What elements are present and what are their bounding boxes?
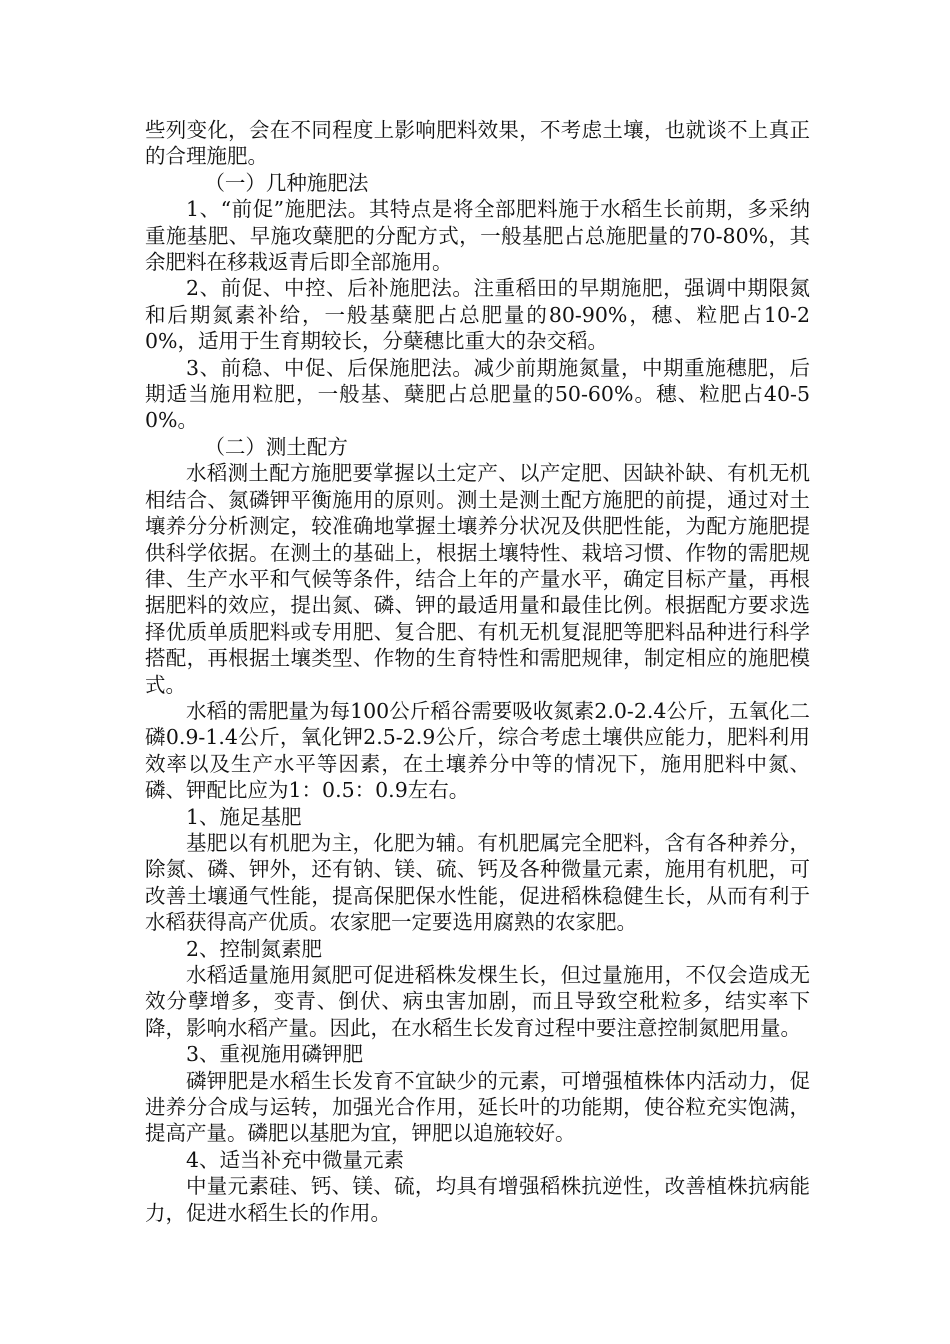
heading-nitrogen-control: 2、控制氮素肥 xyxy=(186,936,323,961)
paragraph-base-fertilizer: 基肥以有机肥为主，化肥为辅。有机肥属完全肥料，含有各种养分，除氮、磷、钾外，还有钠、镁、硫、钙及各种微量元素，施用有机肥，可改善土壤通气性能，提高保肥保水性能，促进稻株稳健生长，从而有利于水稻获得高产优质。农家肥一定要选用腐熟的农家肥。 xyxy=(145,830,810,935)
heading-base-fertilizer: 1、施足基肥 xyxy=(186,804,302,829)
section-heading-soil-testing: （二）测土配方 xyxy=(204,434,348,459)
heading-phosphorus-potassium: 3、重视施用磷钾肥 xyxy=(186,1042,364,1067)
paragraph-micro-elements: 中量元素硅、钙、镁、硫，均具有增强稻株抗逆性，改善植株抗病能力，促进水稻生长的作用。 xyxy=(145,1174,810,1225)
paragraph-fertilizer-requirement: 水稻的需肥量为每100公斤稻谷需要吸收氮素2.0-2.4公斤，五氧化二磷0.9-1.4公斤，氧化钾2.5-2.9公斤，综合考虑土壤供应能力，肥料利用效率以及生产水平等因素，在土壤养分中等的情况下，施用肥料中氮、磷、钾配比应为1：0.5：0.9左右。 xyxy=(145,698,810,803)
paragraph-front-stable: 3、前稳、中促、后保施肥法。减少前期施氮量，中期重施穗肥，后期适当施用粒肥，一般基、蘖肥占总肥量的50-60%。穗、粒肥占40-50%。 xyxy=(145,355,810,433)
paragraph-phosphorus-potassium: 磷钾肥是水稻生长发育不宜缺少的元素，可增强植株体内活动力，促进养分合成与运转，加强光合作用，延长叶的功能期，使谷粒充实饱满，提高产量。磷肥以基肥为宜，钾肥以追施较好。 xyxy=(145,1068,810,1146)
heading-micro-elements: 4、适当补充中微量元素 xyxy=(186,1147,405,1172)
paragraph-front-promote: 1、“前促”施肥法。其特点是将全部肥料施于水稻生长前期，多采纳重施基肥、早施攻蘖肥的分配方式，一般基肥占总施肥量的70-80%，其余肥料在移栽返青后即全部施用。 xyxy=(145,197,810,275)
paragraph-continuation: 些列变化，会在不同程度上影响肥料效果，不考虑土壤，也就谈不上真正的合理施肥。 xyxy=(145,118,810,169)
document-page xyxy=(145,117,810,1226)
paragraph-soil-testing: 水稻测土配方施肥要掌握以土定产、以产定肥、因缺补缺、有机无机相结合、氮磷钾平衡施用的原则。测土是测土配方施肥的前提，通过对土壤养分分析测定，较准确地掌握土壤养分状况及供肥性能，为配方施肥提供科学依据。在测土的基础上，根据土壤特性、栽培习惯、作物的需肥规律、生产水平和气候等条件，结合上年的产量水平，确定目标产量，再根据肥料的效应，提出氮、磷、钾的最适用量和最佳比例。根据配方要求选择优质单质肥料或专用肥、复合肥、有机无机复混肥等肥料品种进行科学搭配，再根据土壤类型、作物的生育特性和需肥规律，制定相应的施肥模式。 xyxy=(145,461,810,697)
paragraph-front-mid-late: 2、前促、中控、后补施肥法。注重稻田的早期施肥，强调中期限氮和后期氮素补给，一般基蘖肥占总肥量的80-90%，穗、粒肥占10-20%，适用于生育期较长，分蘖穗比重大的杂交稻。 xyxy=(145,276,810,354)
section-heading-methods: （一）几种施肥法 xyxy=(204,170,369,195)
paragraph-nitrogen-control: 水稻适量施用氮肥可促进稻株发棵生长，但过量施用，不仅会造成无效分孽增多，变青、倒伏、病虫害加剧，而且导致空秕粒多，结实率下降，影响水稻产量。因此，在水稻生长发育过程中要注意控制氮肥用量。 xyxy=(145,963,810,1040)
